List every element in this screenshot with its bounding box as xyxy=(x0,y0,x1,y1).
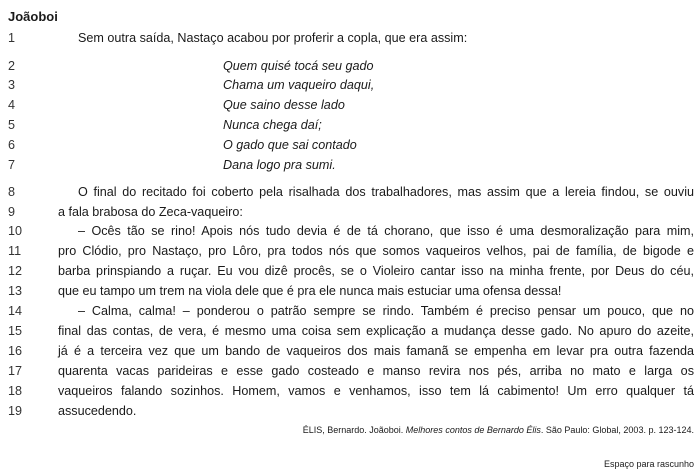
text-line xyxy=(0,341,700,361)
citation-publisher: . São Paulo: Global, 2003. p. 123-124. xyxy=(540,425,694,435)
line-text: pro Clódio, pro Nastaço, pro Lôro, pra todos nós que somos vaqueiros velhos, pai de família, de bigode e xyxy=(58,244,694,258)
line-number: 4 xyxy=(8,98,16,112)
text-line xyxy=(0,135,700,155)
citation-work: Melhores contos de Bernardo Élis xyxy=(405,425,541,435)
text-line xyxy=(0,115,700,135)
text-line xyxy=(0,95,700,115)
line-number: 7 xyxy=(8,158,16,172)
line-text: quarenta vacas parideiras e esse gado costeado e manso revira nos pés, arriba no mato e larga os xyxy=(58,364,694,378)
line-number: 17 xyxy=(8,364,23,378)
line-text: O final do recitado foi coberto pela risalhada dos trabalhadores, mas assim que a lereia findou, se ouviu xyxy=(78,185,694,199)
line-text: barba prinspiando a ruçar. Eu vou dizê procês, se o Violeiro cantar isso na minha frente, por Deus do céu, xyxy=(58,264,694,278)
citation-author: ÉLIS, Bernardo. Joãoboi. xyxy=(302,425,404,435)
line-text: – Calma, calma! – ponderou o patrão sempre se rindo. Também é preciso pensar um pouco, que no xyxy=(78,304,694,318)
line-number: 16 xyxy=(8,344,23,358)
line-number: 18 xyxy=(8,384,23,398)
line-number: 11 xyxy=(8,244,22,258)
line-number: 6 xyxy=(8,138,16,152)
line-number: 1 xyxy=(8,31,16,45)
text-line xyxy=(0,182,700,202)
text-line xyxy=(0,261,700,281)
text-line xyxy=(0,155,700,175)
text-line xyxy=(0,361,700,381)
line-text: Quem quisé tocá seu gado xyxy=(223,59,374,73)
line-text: O gado que sai contado xyxy=(223,138,357,152)
text-line xyxy=(0,75,700,95)
line-text: Dana logo pra sumi. xyxy=(223,158,336,172)
text-title: Joãoboi xyxy=(8,9,58,24)
line-text: já é a terceira vez que um bando de vaqueiros dos mais famanã se empenha em levar pra outra fazenda xyxy=(58,344,694,358)
line-number: 10 xyxy=(8,224,23,238)
line-number: 15 xyxy=(8,324,23,338)
line-number: 5 xyxy=(8,118,16,132)
line-text: – Ocês tão se rino! Apois nós tudo devia é de tá chorano, que isso é uma desmoralização para mim, xyxy=(78,224,694,238)
text-line xyxy=(0,401,700,421)
text-line xyxy=(0,28,700,48)
text-line xyxy=(0,281,700,301)
line-text: Que saino desse lado xyxy=(223,98,345,112)
line-text: Nunca chega daí; xyxy=(223,118,322,132)
text-line xyxy=(0,381,700,401)
line-number: 19 xyxy=(8,404,23,418)
line-text: que eu tampo um trem na viola dele que é pra ele nunca mais estuciar uma ofensa dessa! xyxy=(58,284,562,298)
text-line xyxy=(0,202,700,222)
line-number: 14 xyxy=(8,304,23,318)
line-text: assucedendo. xyxy=(58,404,137,418)
line-number: 12 xyxy=(8,264,23,278)
text-line xyxy=(0,321,700,341)
line-number: 3 xyxy=(8,78,16,92)
text-line xyxy=(0,241,700,261)
citation xyxy=(303,425,694,435)
line-text: Sem outra saída, Nastaço acabou por proferir a copla, que era assim: xyxy=(78,31,468,45)
text-line xyxy=(0,221,700,241)
line-text: final das contas, de vera, é mesmo uma coisa sem explicação a mudança desse gado. No apuro do azeite, xyxy=(58,324,694,338)
line-number: 8 xyxy=(8,185,16,199)
line-number: 9 xyxy=(8,205,16,219)
draft-space-label: Espaço para rascunho xyxy=(603,459,694,469)
line-text: vaqueiros falando sozinhos. Homem, vamos e venhamos, isso tem lá cabimento! Um erro qualquer tá xyxy=(58,384,694,398)
line-text: a fala brabosa do Zeca-vaqueiro: xyxy=(58,205,243,219)
line-number: 2 xyxy=(8,59,16,73)
line-number: 13 xyxy=(8,284,23,298)
text-line xyxy=(0,301,700,321)
text-line xyxy=(0,56,700,76)
line-text: Chama um vaqueiro daqui, xyxy=(223,78,375,92)
